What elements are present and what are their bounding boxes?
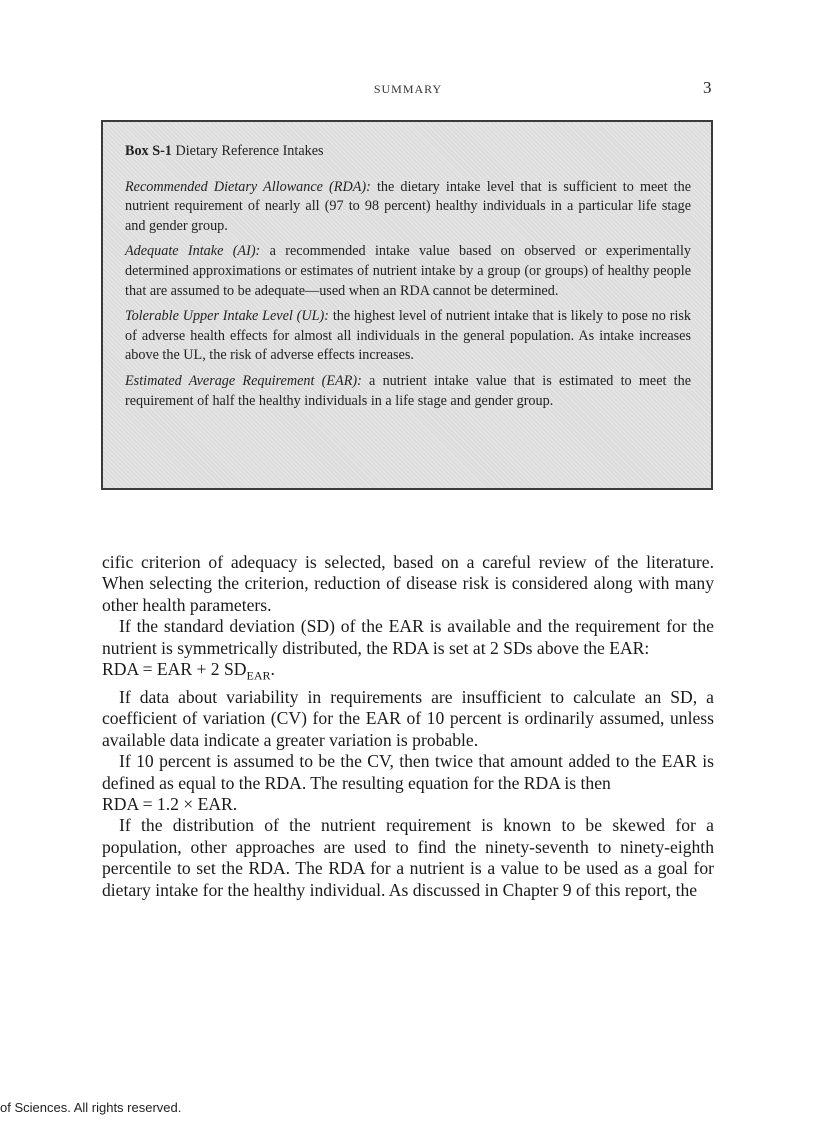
page-number: 3: [703, 78, 712, 97]
running-head: SUMMARY: [373, 82, 443, 96]
box-entry-ai: [125, 242, 691, 301]
equation-rda-cv: RDA = 1.2 × EAR.: [102, 793, 238, 814]
body-paragraph: If the standard deviation (SD) of the EAR is available and the requirement for the nutrient is symmetrically distributed, the RDA is set at 2 SDs above the EAR:: [102, 616, 714, 658]
equation-subscript: EAR: [246, 668, 271, 683]
body-text: [102, 552, 714, 901]
box-title-text: Dietary Reference Intakes: [175, 143, 324, 159]
box-entry-term: Adequate Intake (AI):: [125, 243, 261, 260]
equation-period: .: [270, 659, 275, 680]
body-paragraph: cific criterion of adequacy is selected, based on a careful review of the literature. When selecting the criterion, reduction of disease risk is considered along with many other health parameters.: [102, 552, 714, 615]
equation-main: RDA = EAR + 2 SD: [102, 659, 247, 680]
box-entry-rda: [125, 178, 691, 237]
box-entry-definition: a nutrient intake value that is estimated to meet the requirement of half the healthy individuals in a life stage and gender group.: [125, 372, 692, 409]
body-paragraph: If data about variability in requirements are insufficient to calculate an SD, a coefficient of variation (CV) for the EAR of 10 percent is ordinarily assumed, unless available data indicate a greater variation is probable.: [102, 686, 714, 750]
box-entry-definition: a recommended intake value based on observed or experimentally determined approximations or estimates of nutrient intake by a group (or groups) of healthy people that are assumed to be adequate—used when an RDA cannot be determined.: [125, 243, 691, 299]
body-paragraph: If the distribution of the nutrient requirement is known to be skewed for a population, other approaches are used to find the ninety-seventh to ninety-eighth percentile to set the RDA. The RDA for a nutrient is a value to be used as a goal for dietary intake for the healthy individual. As discussed in Chapter 9 of this report, the: [102, 815, 714, 900]
box-title: [125, 142, 691, 162]
equation-rda-sd: [102, 659, 714, 687]
box-entry-definition: the highest level of nutrient intake that is likely to pose no risk of adverse health effects for almost all individuals in the general population. As intake increases above the UL, the risk of adverse effects increases.: [125, 308, 691, 364]
box-entry-ear: [125, 372, 691, 411]
box-entry-term: Tolerable Upper Intake Level (UL):: [125, 308, 329, 325]
box-label: Box S-1: [125, 143, 172, 159]
box-entry-definition: the dietary intake level that is sufficient to meet the nutrient requirement of nearly all (97 to 98 percent) healthy individuals in a particular life stage and gender group.: [125, 178, 691, 234]
box-entry-term: Recommended Dietary Allowance (RDA):: [125, 178, 371, 195]
box-entry-term: Estimated Average Requirement (EAR):: [125, 372, 362, 389]
copyright-footer: of Sciences. All rights reserved.: [0, 1100, 182, 1115]
box-entry-ul: [125, 307, 691, 366]
body-paragraph: If 10 percent is assumed to be the CV, then twice that amount added to the EAR is defined as equal to the RDA. The resulting equation for the RDA is then: [102, 751, 714, 793]
box-dietary-reference-intakes: [101, 120, 713, 490]
